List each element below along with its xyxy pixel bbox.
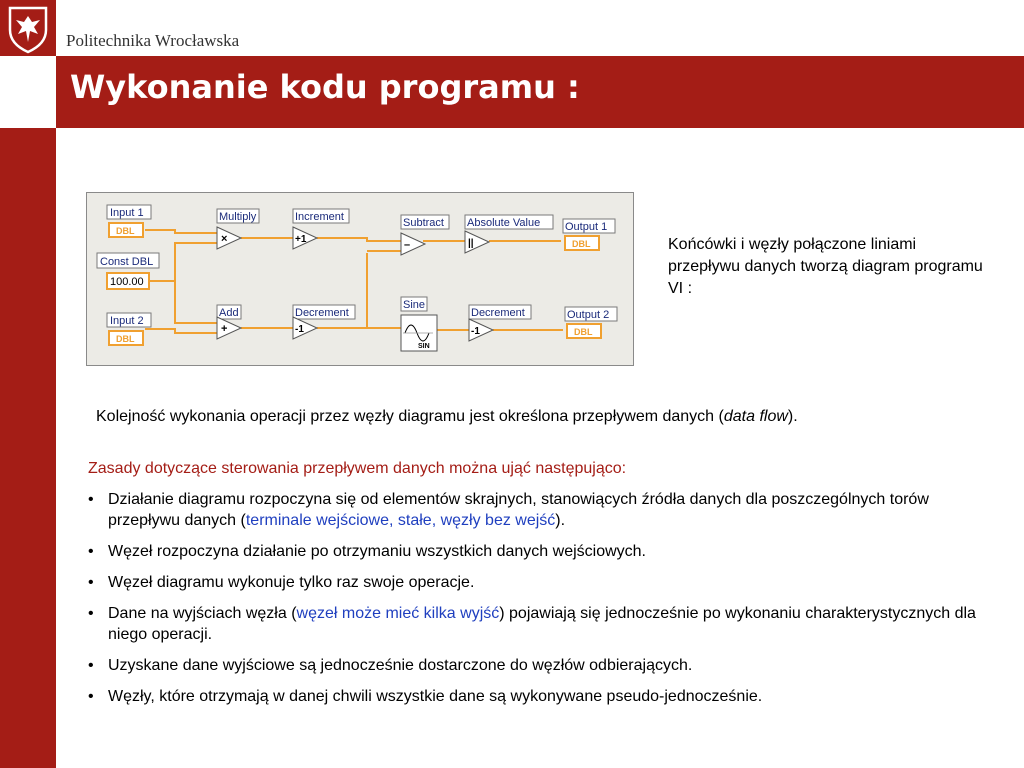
university-logo [0,0,56,56]
increment-node[interactable] [293,209,349,249]
bullet-icon: • [88,491,94,508]
add-node[interactable] [217,305,241,339]
decrement-node-2[interactable] [469,305,531,341]
rule-text: Węzeł diagramu wykonuje tylko raz swoje operacje. [108,574,475,591]
sine-node[interactable] [401,297,437,351]
flow-sentence-term: data flow [723,408,788,425]
sine-glyph: SIN [418,343,430,350]
decrement-1-label: Decrement [295,307,349,319]
diagram-description: Końcówki i węzły połączone liniami przepływu danych tworzą diagram programu VI : [668,236,983,297]
output-2-type: DBL [574,327,593,337]
rule-text: Węzeł rozpoczyna działanie po otrzymaniu wszystkich danych wejściowych. [108,543,646,560]
absolute-value-label: Absolute Value [467,217,541,229]
eagle-crest-icon [0,0,56,56]
const-label: Const DBL [100,256,154,268]
multiply-glyph: × [221,233,228,245]
rule-text-end: ). [555,512,566,529]
list-item [88,686,988,707]
absolute-value-node[interactable] [465,215,553,253]
multiply-label: Multiply [219,211,257,223]
title-band [56,56,1024,128]
input-2-type: DBL [116,334,135,344]
page-title: Wykonanie kodu programu : [70,68,580,106]
list-item [88,572,988,593]
add-label: Add [219,307,239,319]
list-item [88,655,988,676]
output-1-label: Output 1 [565,221,608,233]
rules-heading: Zasady dotyczące sterowania przepływem danych można ująć następująco: [88,460,627,477]
rule-highlight: terminale wejściowe, stałe, węzły bez wejść [245,512,556,529]
left-accent-bar [0,128,56,768]
flow-sentence-end: ). [787,408,798,425]
add-glyph: + [221,323,228,335]
flow-sentence-start: Kolejność wykonania operacji przez węzły diagramu jest określona przepływem danych ( [96,408,724,425]
output-1-terminal[interactable] [563,219,615,250]
increment-label: Increment [295,211,344,223]
list-item [88,603,988,645]
input-1-label: Input 1 [110,207,144,219]
multiply-node[interactable] [217,209,259,249]
bullet-icon: • [88,657,94,674]
rule-text: Uzyskane dane wyjściowe są jednocześnie dostarczone do węzłów odbierających. [108,657,693,674]
rules-list [88,489,988,717]
rule-text: Działanie diagramu rozpoczyna się od elementów skrajnych, stanowiących źródła danych dla poszczególnych torów przepływu danych ( [108,491,929,529]
decrement-2-glyph: -1 [471,326,480,337]
rule-text: Dane na wyjściach węzła ( [108,605,297,622]
labview-block-diagram [86,192,634,366]
input-2-terminal[interactable] [107,313,151,345]
decrement-2-label: Decrement [471,307,525,319]
rule-highlight: węzeł może mieć kilka wyjść [296,605,500,622]
decrement-node-1[interactable] [293,305,355,339]
increment-glyph: +1 [295,234,307,245]
rule-text-end: ) pojawiają się jednocześnie po wykonaniu charakterystycznych dla niego operacji. [108,605,976,643]
list-item [88,489,988,531]
decrement-1-glyph: -1 [295,324,304,335]
bullet-icon: • [88,605,94,622]
subtract-label: Subtract [403,217,444,229]
bullet-icon: • [88,574,94,591]
output-2-terminal[interactable] [565,307,617,338]
input-2-label: Input 2 [110,315,144,327]
input-1-type: DBL [116,226,135,236]
flow-sentence [96,408,798,426]
const-dbl-terminal[interactable] [97,253,159,289]
bullet-icon: • [88,543,94,560]
bullet-icon: • [88,688,94,705]
rule-text: Węzły, które otrzymają w danej chwili wszystkie dane są wykonywane pseudo-jednocześnie. [108,688,763,705]
output-2-label: Output 2 [567,309,610,321]
const-value: 100.00 [110,276,144,288]
subtract-glyph: – [404,239,411,251]
subtract-node[interactable] [401,215,449,255]
input-1-terminal[interactable] [107,205,151,237]
list-item [88,541,988,562]
absolute-value-glyph: || [468,238,474,249]
output-1-type: DBL [572,239,591,249]
sine-label: Sine [403,299,426,311]
university-name: Politechnika Wrocławska [66,31,240,50]
